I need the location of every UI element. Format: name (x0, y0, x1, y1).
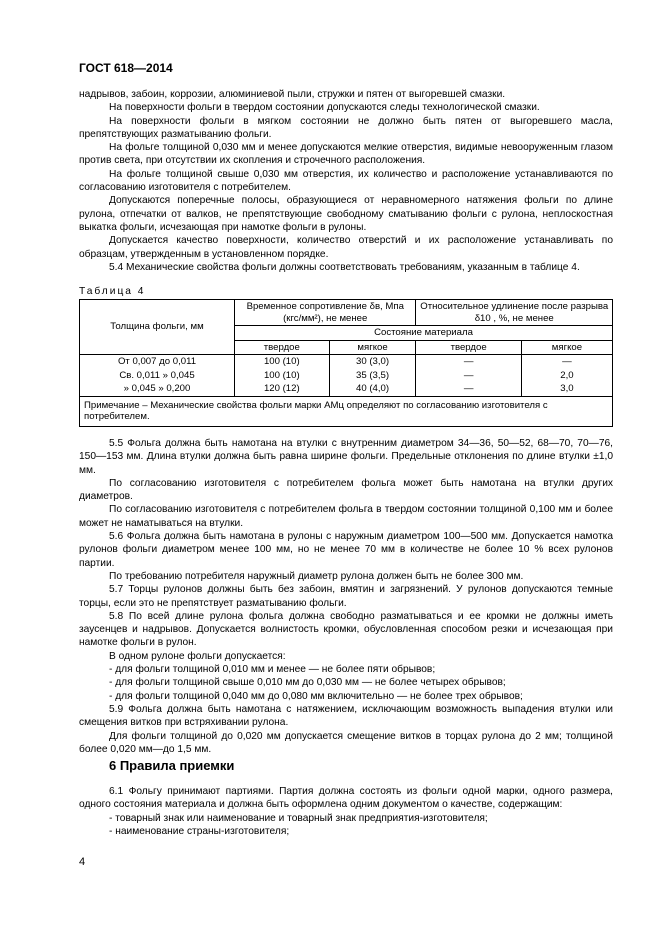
paragraph: По согласованию изготовителя с потребителем фольга в твердом состоянии толщиной 0,100 мм и более может не наматываться на втулки. (79, 504, 613, 529)
text-block-acceptance (79, 785, 613, 838)
list-item: - для фольги толщиной свыше 0,010 мм до 0,030 мм — не более четырех обрывов; (109, 677, 506, 689)
state-label: мягкое (329, 340, 416, 355)
list-item: - для фольги толщиной 0,010 мм и менее — не более пяти обрывов; (109, 664, 436, 676)
table-row: Св. 0,011 » 0,045 100 (10) 35 (3,5) — 2,0 (80, 369, 613, 383)
page-number: 4 (79, 856, 86, 868)
paragraph: 5.9 Фольга должна быть намотана с натяжением, исключающим возможность выпадения втулки или смещения витков при встряхивании рулона. (79, 703, 613, 729)
table-row: От 0,007 до 0,011 100 (10) 30 (3,0) — — (80, 355, 613, 369)
paragraph: В одном рулоне фольги допускается: (109, 650, 286, 662)
section-title: 6 Правила приемки (109, 758, 235, 773)
paragraph: По согласованию изготовителя с потребителем фольга может быть намотана на втулки других диаметров. (79, 477, 613, 503)
document-header: ГОСТ 618—2014 (79, 61, 173, 75)
header-elongation: Относительное удлинение после разрыва δ10 , %, не менее (416, 300, 613, 326)
paragraph: По требованию потребителя наружный диаметр рулона должен быть не более 300 мм. (109, 570, 524, 582)
paragraph: 5.5 Фольга должна быть намотана на втулки с внутренним диаметром 34—36, 50—52, 68—70, 70—76, 150—153 мм. Длина втулки должна быть равна ширине фольги. Предельные отклонения по длине втулки ±1,0 мм. (79, 438, 613, 476)
paragraph: 5.4 Механические свойства фольги должны соответствовать требованиям, указанным в таблице 4. (109, 261, 580, 273)
paragraph: Допускаются поперечные полосы, образующиеся от неравномерного натяжения фольги по длине рулона, отпечатки от валков, не препятствующие свободному сматыванию фольги с рулона, неплоскостная выкатка фольги, исчезающая при намотке фольги в рулоны. (79, 195, 613, 233)
list-item: - наименование страны-изготовителя; (109, 825, 290, 837)
table-row: » 0,045 » 0,200 120 (12) 40 (4,0) — 3,0 (80, 382, 613, 396)
paragraph: На поверхности фольги в твердом состоянии допускаются следы технологической смазки. (109, 102, 540, 114)
paragraph: 5.6 Фольга должна быть намотана в рулоны с наружным диаметром 100—500 мм. Допускается намотка рулонов фольги диаметром менее 100 мм, но не менее 70 мм в количестве не более 10 % всех рулонов партии. (79, 531, 613, 569)
paragraph: На фольге толщиной 0,030 мм и менее допускаются мелкие отверстия, видимые невооруженным глазом против света, при отсутствии их скопления и строчечного расположения. (79, 142, 613, 167)
table-note: Примечание – Механические свойства фольги марки АМц определяют по согласованию изготовителя с потребителем. (80, 396, 613, 426)
paragraph: На фольге толщиной свыше 0,030 мм отверстия, их количество и расположение устанавливаются по согласованию изготовителя с потребителем. (79, 168, 613, 194)
paragraph: 5.7 Торцы рулонов должны быть без забоин, вмятин и загрязнений. У рулонов допускаются темные торцы, если это не препятствует разматыванию фольги. (79, 584, 613, 609)
text-block-surface (79, 88, 613, 274)
state-label: твердое (416, 340, 521, 355)
paragraph: Допускается качество поверхности, количество отверстий и их расположение устанавливать по образцам, утвержденным в установленном порядке. (79, 235, 613, 260)
paragraph: надрывов, забоин, коррозии, алюминиевой пыли, стружки и пятен от выгоревшей смазки. (79, 89, 506, 100)
header-material-state: Состояние материала (235, 326, 613, 341)
state-label: твердое (235, 340, 330, 355)
paragraph: 5.8 По всей длине рулона фольга должна свободно разматываться и ее кромки не должны иметь заусенцев и надрывов. Допускается волнистость кромки, обусловленная способом резки и исчезающая при намотке фольги в рулон. (79, 610, 613, 649)
paragraph: Для фольги толщиной до 0,020 мм допускается смещение витков в торцах рулона до 2 мм; толщиной более 0,020 мм—до 1,5 мм. (79, 730, 613, 755)
mechanical-properties-table (79, 299, 613, 427)
table-caption: Таблица 4 (79, 286, 146, 297)
list-item: - товарный знак или наименование и товарный знак предприятия-изготовителя; (109, 812, 488, 824)
paragraph: 6.1 Фольгу принимают партиями. Партия должна состоять из фольги одной марки, одного размера, одного состояния материала и должна быть оформлена одним документом о качестве, содержащим: (79, 786, 613, 811)
header-thickness: Толщина фольги, мм (80, 300, 235, 355)
list-item: - для фольги толщиной 0,040 мм до 0,080 мм включительно — не более трех обрывов; (109, 690, 523, 702)
text-block-winding (79, 437, 613, 756)
paragraph: На поверхности фольги в мягком состоянии не должно быть пятен от выгоревшего масла, препятствующих разматыванию фольги. (79, 115, 613, 140)
state-label: мягкое (521, 340, 612, 355)
header-strength: Временное сопротивление δв, Мпа (кгс/мм²), не менее (235, 300, 416, 326)
